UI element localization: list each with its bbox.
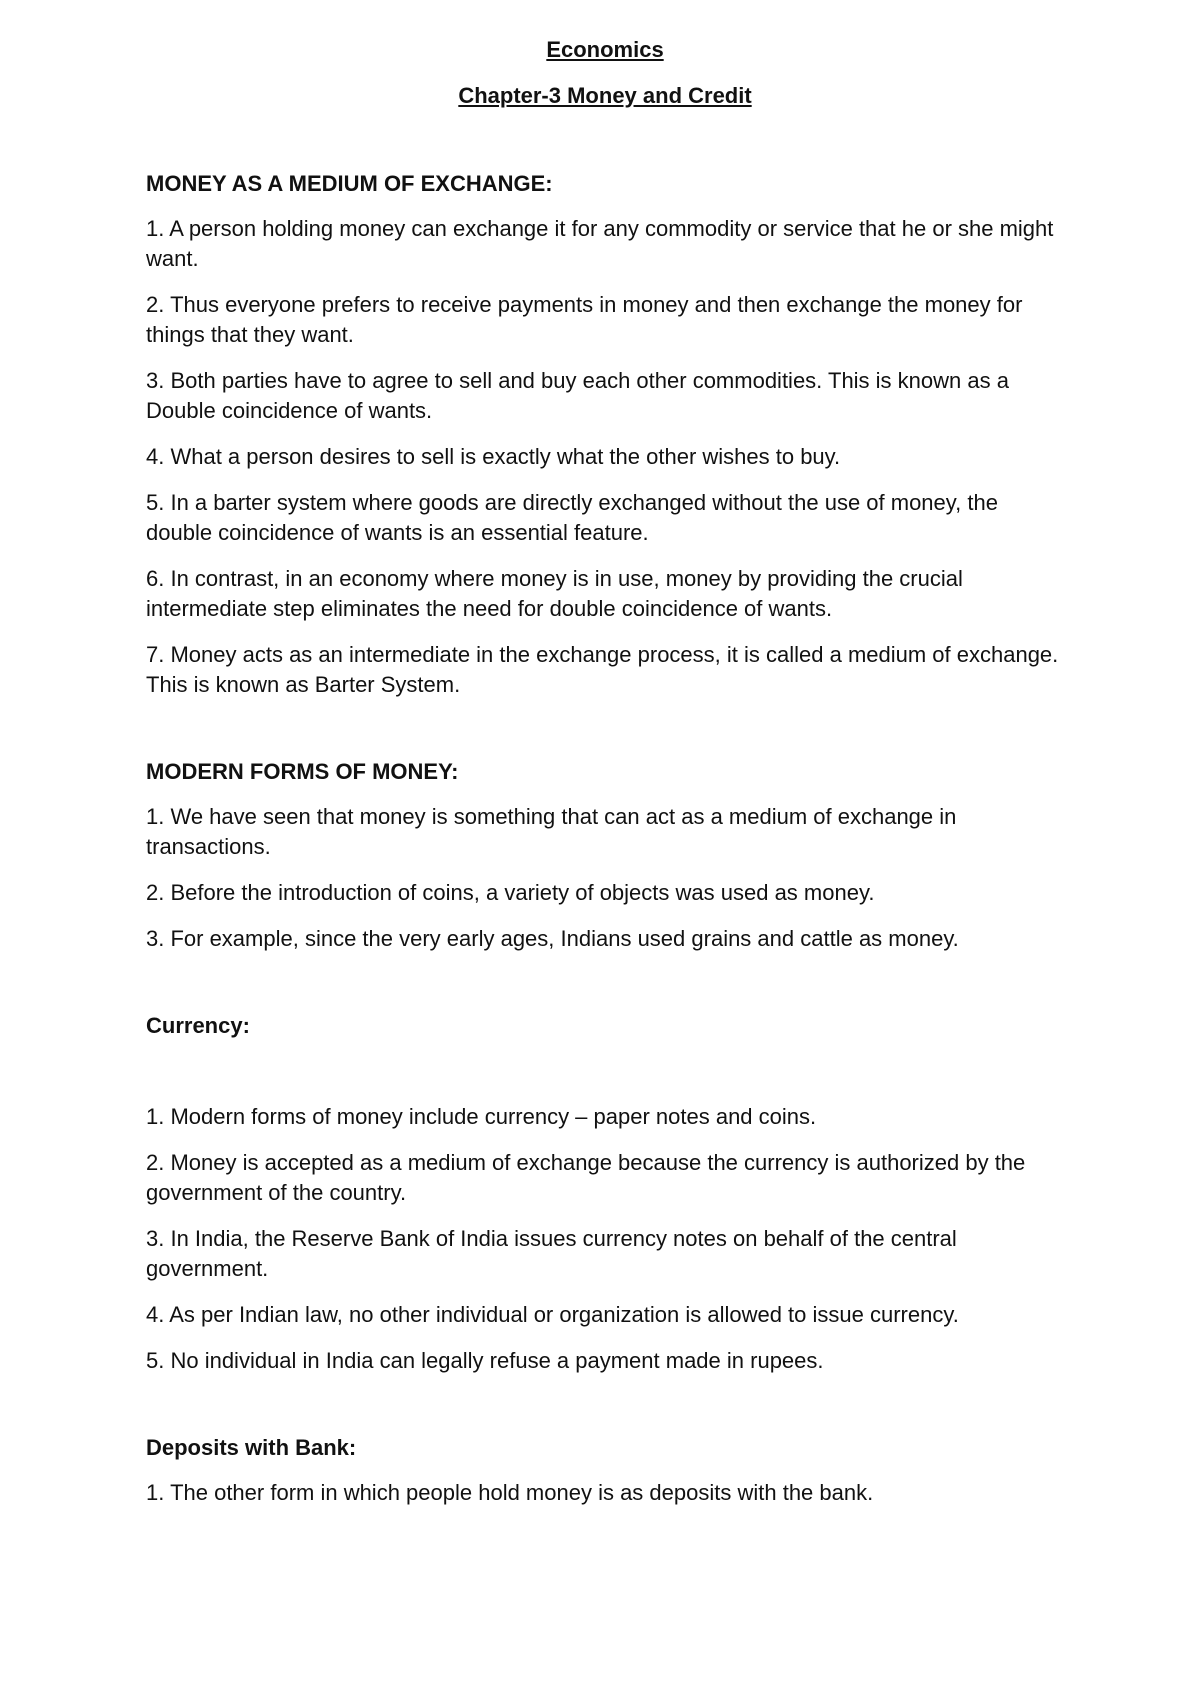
list-item: 6. In contrast, in an economy where money is in use, money by providing the crucial intermediate step eliminates the need for double coincidence of wants. [146,566,963,621]
section-medium-of-exchange [146,170,1064,700]
document-title: Economics [546,37,664,62]
section-deposits-with-bank [146,1434,1064,1508]
section-heading: Currency: [146,1013,250,1038]
list-item: 2. Before the introduction of coins, a variety of objects was used as money. [146,880,875,905]
point-list [146,1102,1064,1376]
list-item: 3. For example, since the very early ages, Indians used grains and cattle as money. [146,926,959,951]
list-item: 1. The other form in which people hold money is as deposits with the bank. [146,1480,874,1505]
point-list [146,214,1064,700]
point-list [146,802,1064,954]
list-item: 1. Modern forms of money include currency – paper notes and coins. [146,1104,817,1129]
section-currency [146,1012,1064,1376]
section-heading: Deposits with Bank: [146,1435,357,1460]
point-list [146,1478,1064,1508]
list-item: 7. Money acts as an intermediate in the exchange process, it is called a medium of exchange. This is known as Barter System. [146,642,1059,697]
list-item: 4. As per Indian law, no other individual or organization is allowed to issue currency. [146,1302,959,1327]
list-item: 5. In a barter system where goods are directly exchanged without the use of money, the double coincidence of wants is an essential feature. [146,490,998,545]
section-modern-forms-of-money [146,758,1064,954]
list-item: 1. A person holding money can exchange it for any commodity or service that he or she might want. [146,216,1054,271]
list-item: 5. No individual in India can legally refuse a payment made in rupees. [146,1348,824,1373]
section-heading: MODERN FORMS OF MONEY: [146,759,459,784]
list-item: 2. Money is accepted as a medium of exchange because the currency is authorized by the government of the country. [146,1150,1026,1205]
list-item: 3. In India, the Reserve Bank of India issues currency notes on behalf of the central government. [146,1226,957,1281]
section-heading: MONEY AS A MEDIUM OF EXCHANGE: [146,171,553,196]
list-item: 3. Both parties have to agree to sell and buy each other commodities. This is known as a Double coincidence of wants. [146,368,1009,423]
list-item: 1. We have seen that money is something that can act as a medium of exchange in transactions. [146,804,957,859]
chapter-title: Chapter-3 Money and Credit [458,83,752,108]
list-item: 2. Thus everyone prefers to receive payments in money and then exchange the money for things that they want. [146,292,1023,347]
list-item: 4. What a person desires to sell is exactly what the other wishes to buy. [146,444,841,469]
